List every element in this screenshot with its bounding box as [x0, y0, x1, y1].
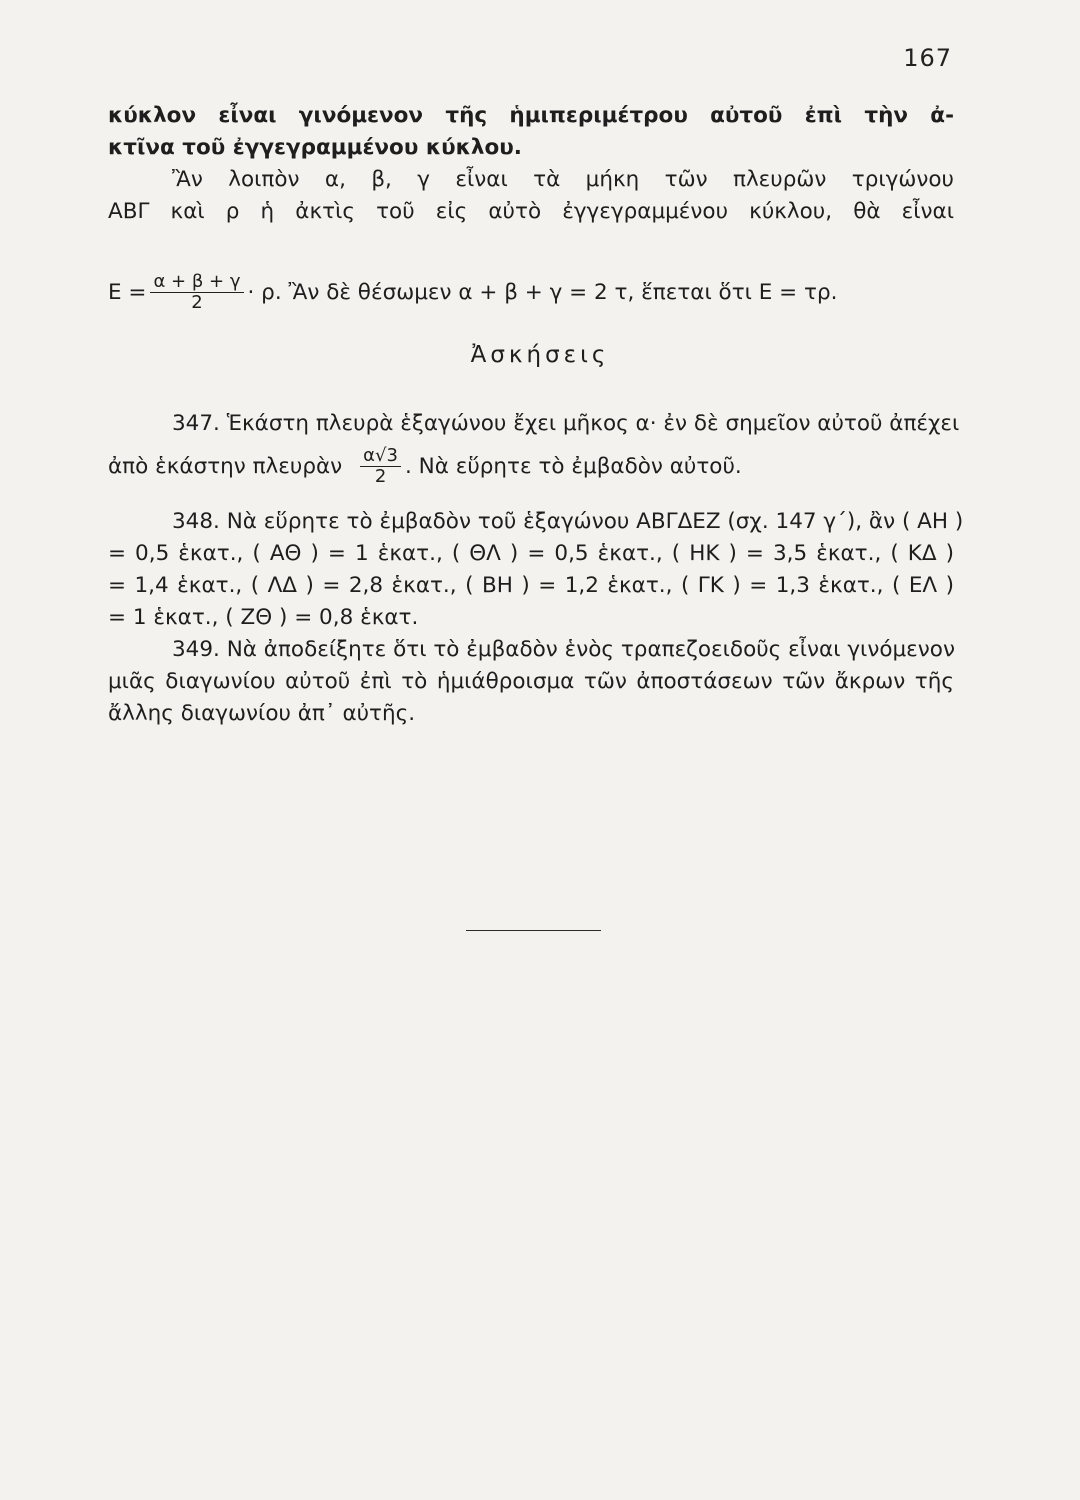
intro-bold-line-1: κύκλον εἶναι γινόμενον τῆς ἡμιπεριμέτρου αὐτοῦ ἐπὶ τὴν ἀ- — [108, 103, 954, 128]
section-title: Ἀσκήσεις — [470, 342, 610, 368]
intro-bold-line-2: κτῖνα τοῦ ἐγγεγραμμένου κύκλου. — [108, 135, 522, 160]
intro-line-4: ΑΒΓ καὶ ρ ἡ ἀκτὶς τοῦ εἰς αὐτὸ ἐγγεγραμμένου κύκλου, θὰ εἶναι — [108, 199, 954, 224]
exercise-348 — [108, 506, 964, 730]
formula-prefix: Ε = — [108, 280, 147, 305]
exercise-349-line-3: ἄλλης διαγωνίου ἀπ᾽ αὐτῆς. — [108, 701, 416, 726]
exercise-348-line-2: = 0,5 ἑκατ., ( ΑΘ ) = 1 ἑκατ., ( ΘΛ ) = 0,5 ἑκατ., ( ΗΚ ) = 3,5 ἑκατ., ( ΚΔ ) — [108, 541, 954, 566]
exercise-347-numerator: α√3 — [360, 446, 401, 467]
intro-paragraph — [108, 100, 954, 228]
exercise-348-line-1: 348. Νὰ εὕρητε τὸ ἐμβαδὸν τοῦ ἑξαγώνου ΑΒΓΔΕΖ (σχ. 147 γ΄), ἂν ( ΑΗ ) — [172, 509, 964, 534]
section-end-rule — [466, 930, 601, 931]
formula-denominator: 2 — [191, 292, 203, 313]
exercise-348-line-3: = 1,4 ἑκατ., ( ΛΔ ) = 2,8 ἑκατ., ( ΒΗ ) = 1,2 ἑκατ., ( ΓΚ ) = 1,3 ἑκατ., ( ΕΛ ) — [108, 573, 954, 598]
exercise-349-line-2: μιᾶς διαγωνίου αὐτοῦ ἐπὶ τὸ ἡμιάθροισμα τῶν ἀποστάσεων τῶν ἄκρων τῆς — [108, 669, 954, 694]
formula-suffix: · ρ. Ἂν δὲ θέσωμεν α + β + γ = 2 τ, ἕπεται ὅτι Ε = τρ. — [247, 280, 838, 305]
exercise-348-line-4: = 1 ἑκατ., ( ΖΘ ) = 0,8 ἑκατ. — [108, 605, 419, 630]
exercise-349-line-1: 349. Νὰ ἀποδείξητε ὅτι τὸ ἐμβαδὸν ἑνὸς τραπεζοειδοῦς εἶναι γινόμενον — [172, 637, 955, 662]
formula-numerator: α + β + γ — [150, 272, 243, 293]
intro-line-3: Ἂν λοιπὸν α, β, γ εἶναι τὰ μήκη τῶν πλευρῶν τριγώνου — [172, 167, 954, 192]
exercise-347-suffix: . Νὰ εὕρητε τὸ ἐμβαδὸν αὐτοῦ. — [404, 454, 742, 479]
page-number: 167 — [903, 44, 952, 72]
exercise-347-fraction — [360, 446, 401, 487]
exercise-347-line-2 — [108, 446, 954, 487]
exercise-347-prefix: ἀπὸ ἑκάστην πλευρὰν — [108, 454, 343, 479]
exercise-347-denominator: 2 — [374, 466, 387, 487]
exercise-347-line-1: 347. Ἑκάστη πλευρὰ ἑξαγώνου ἔχει μῆκος α· ἐν δὲ σημεῖον αὐτοῦ ἀπέχει — [172, 411, 960, 436]
area-formula — [108, 272, 954, 313]
exercise-347 — [108, 408, 960, 440]
formula-fraction — [150, 272, 243, 313]
